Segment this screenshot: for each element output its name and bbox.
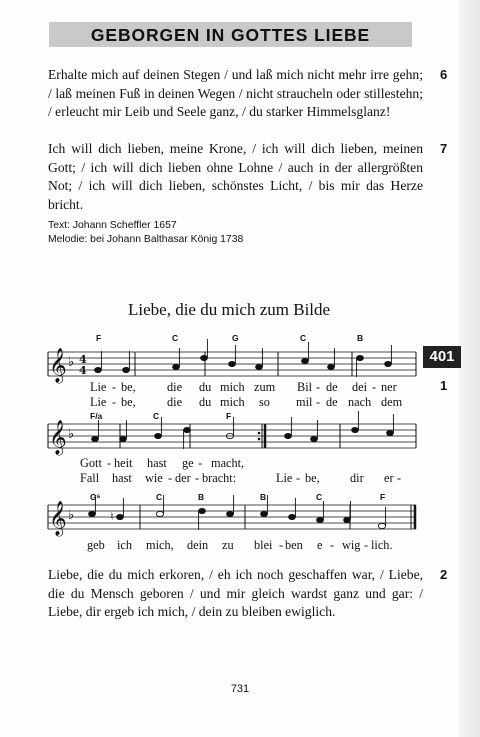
lyric-syllable: dir: [350, 471, 364, 485]
barlines: [48, 352, 416, 529]
lyric-syllable: -: [112, 395, 117, 409]
lyric-syllable: macht,: [211, 456, 245, 470]
svg-text:4: 4: [79, 364, 87, 377]
lyric-syllable: Fall: [80, 471, 100, 485]
chord: F: [96, 333, 102, 343]
lyric-syllable: de: [326, 395, 338, 409]
lyric-syllable: ben: [285, 538, 303, 552]
lyric-syllable: -: [198, 456, 203, 470]
lyric-syllable: du: [199, 380, 212, 394]
lyric-syllable: be,: [121, 380, 136, 394]
lyric-syllable: der: [175, 471, 191, 485]
lyric-syllable: dei: [352, 380, 368, 394]
svg-text:♭: ♭: [68, 508, 75, 523]
chord: C: [316, 492, 323, 502]
lyric-syllable: -: [279, 538, 284, 552]
lyric-syllable: e: [317, 538, 323, 552]
lyric-syllable: -: [107, 456, 112, 470]
svg-text:♮: ♮: [110, 510, 114, 523]
chord: B: [198, 492, 205, 502]
chord: F: [226, 411, 232, 421]
lyric-syllable: Lie: [90, 380, 107, 394]
chord: C: [172, 333, 179, 343]
lyric-syllable: heit: [114, 456, 133, 470]
lyric-syllable: mich,: [146, 538, 174, 552]
stanza-2-text: Liebe, die du mich erkoren, / eh ich noch geschaffen war, / Liebe, die du Mensch geboren / und mir gleich wardst ganz und gar: / Liebe, dir ergeb ich mich, / dein zu bleiben ewiglich.: [48, 567, 423, 619]
lyric-syllable: so: [259, 395, 270, 409]
staff-lines: [48, 352, 416, 529]
melody-credit: Melodie: bei Johann Balthasar König 1738: [48, 233, 244, 245]
svg-text:♭: ♭: [68, 355, 75, 370]
lyric-syllable: -: [330, 538, 335, 552]
lyric-syllable: Bil: [297, 380, 313, 394]
lyric-syllable: bracht:: [202, 471, 237, 485]
svg-text:4: 4: [79, 353, 87, 366]
lyric-syllable: ich: [117, 538, 133, 552]
lyric-syllable: lich.: [371, 538, 393, 552]
lyric-syllable: mil: [296, 395, 313, 409]
lyric-syllable: blei: [254, 538, 273, 552]
lyric-syllable: ner: [381, 380, 397, 394]
lyric-syllable: hast: [147, 456, 167, 470]
song-title: Liebe, die du mich zum Bilde: [128, 300, 331, 319]
lyric-syllable: mich: [220, 380, 245, 394]
lyric-syllable: de: [326, 380, 338, 394]
stanza-6-text: Erhalte mich auf deinen Stegen / und laß mich nicht mehr irre gehn; / laß meinen Fuß in deinen Wegen / nicht straucheln oder stillestehn; / erleucht mir Leib und Seele ganz, / du starker Himmelsglanz!: [48, 67, 423, 119]
chord: B: [357, 333, 364, 343]
svg-text:𝄞: 𝄞: [49, 420, 67, 455]
song-number-badge: 401: [423, 346, 461, 368]
lyric-syllable: ge: [182, 456, 194, 470]
lyric-syllable: Lie: [276, 471, 293, 485]
stanza-6-number: 6: [440, 67, 448, 82]
lyric-syllable: er: [384, 471, 394, 485]
lyric-syllable: dem: [381, 395, 403, 409]
chord: C: [156, 492, 163, 502]
lyric-syllable: wig: [342, 538, 361, 552]
chord: C: [300, 333, 307, 343]
lyric-syllable: Lie: [90, 395, 107, 409]
lyric-syllable: du: [199, 395, 212, 409]
lyric-syllable: dein: [187, 538, 209, 552]
lyric-syllable: mich: [220, 395, 245, 409]
verse-1-number: 1: [440, 378, 448, 393]
lyric-syllable: hast: [112, 471, 132, 485]
stanza-7-text: Ich will dich lieben, meine Krone, / ich will dich lieben, meinen Gott; / ich will dich lieben ohne Lohne / auch in der allergrößten Not; / ich will dich lieben, schönstes Licht, / bis mir das Herze bricht.: [48, 141, 423, 212]
lyric-syllable: wie: [145, 471, 163, 485]
lyric-syllable: zum: [254, 380, 276, 394]
chord: C: [153, 411, 160, 421]
lyric-syllable: -: [168, 471, 173, 485]
notes: [89, 339, 394, 530]
lyric-syllable: Gott: [80, 456, 102, 470]
stanza-2-number: 2: [440, 567, 448, 582]
svg-text:𝄞: 𝄞: [49, 501, 67, 536]
lyric-syllable: -: [195, 471, 200, 485]
lyric-syllable: -: [316, 380, 321, 394]
chord: G: [232, 333, 239, 343]
lyric-syllable: -: [364, 538, 369, 552]
lyric-syllable: be,: [121, 395, 136, 409]
lyric-syllable: geb: [87, 538, 105, 552]
lyric-syllable: zu: [222, 538, 234, 552]
lyric-syllable: die: [167, 380, 183, 394]
lyric-syllable: die: [167, 395, 183, 409]
lyric-syllable: be,: [305, 471, 320, 485]
svg-text:♭: ♭: [68, 427, 75, 442]
lyric-syllable: -: [372, 380, 377, 394]
lyric-syllable: nach: [348, 395, 372, 409]
chord: F/a: [90, 411, 103, 421]
chord: B: [260, 492, 267, 502]
chord: F: [380, 492, 386, 502]
lyric-syllable: -: [316, 395, 321, 409]
lyric-syllable: -: [112, 380, 117, 394]
svg-text:𝄞: 𝄞: [49, 348, 67, 383]
stanza-7-number: 7: [440, 141, 448, 156]
lyric-syllable: -: [397, 471, 402, 485]
section-title: GEBORGEN IN GOTTES LIEBE: [90, 25, 371, 45]
lyric-syllable: -: [296, 471, 301, 485]
chord: G⁶: [90, 492, 101, 502]
page-number: 731: [230, 683, 250, 695]
accidentals: [110, 510, 114, 523]
text-credit: Text: Johann Scheffler 1657: [48, 220, 177, 231]
